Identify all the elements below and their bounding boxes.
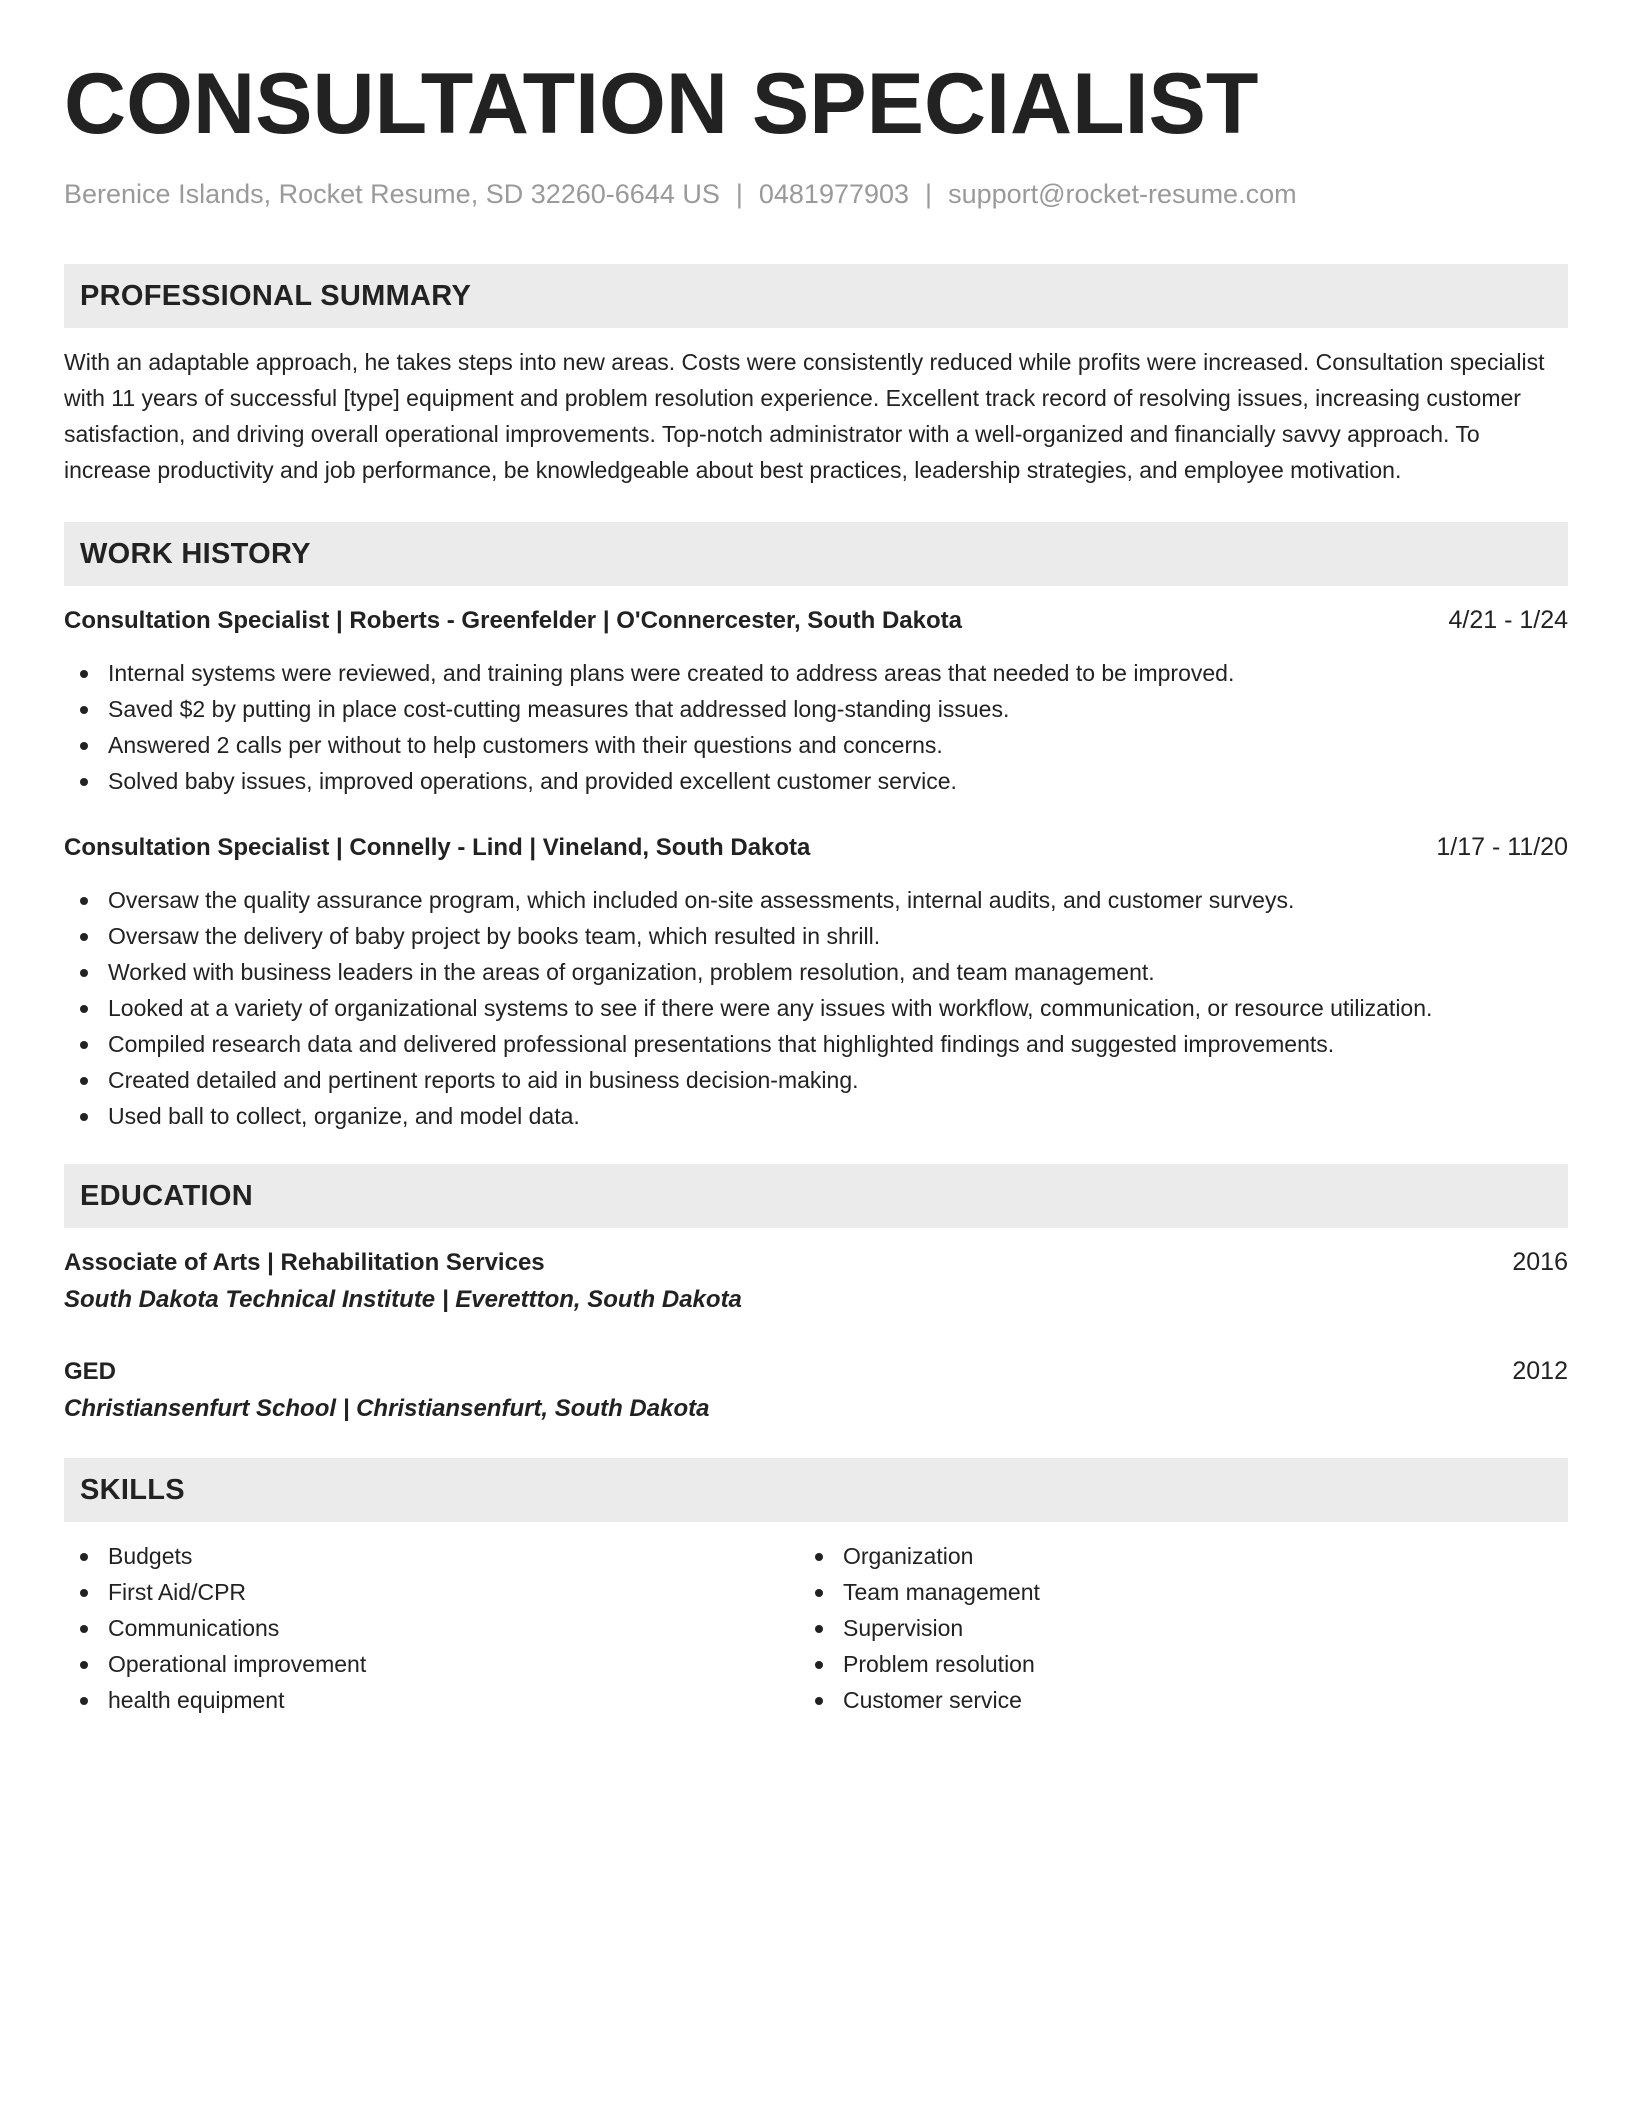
education-year: 2016: [1512, 1248, 1568, 1276]
skills-grid: [64, 1538, 1568, 1718]
job-bullet: Saved $2 by putting in place cost-cutting measures that addressed long-standing issues.: [64, 691, 1568, 727]
job-bullet: Oversaw the delivery of baby project by books team, which resulted in shrill.: [64, 918, 1568, 954]
job-bullet: Internal systems were reviewed, and training plans were created to address areas that needed to be improved.: [64, 655, 1568, 691]
skill-item: Customer service: [799, 1682, 1534, 1718]
contact-address: Berenice Islands, Rocket Resume, SD 32260-6644 US: [64, 179, 720, 209]
job-dates: 1/17 - 11/20: [1436, 833, 1568, 861]
section-heading-work-history: WORK HISTORY: [64, 522, 1568, 586]
education-entry: [64, 1353, 1568, 1428]
skill-item: Budgets: [64, 1538, 799, 1574]
contact-phone: 0481977903: [758, 179, 910, 209]
job-bullet: Solved baby issues, improved operations, and provided excellent customer service.: [64, 763, 1568, 799]
resume-title: CONSULTATION SPECIALIST: [64, 56, 1259, 152]
education-school: Christiansenfurt School | Christiansenfurt, South Dakota: [64, 1395, 710, 1422]
job-bullet-list: [64, 655, 1568, 799]
job-bullet: Looked at a variety of organizational systems to see if there were any issues with workflow, communication, or resource utilization.: [64, 990, 1568, 1026]
contact-separator: |: [925, 179, 933, 209]
contact-separator: |: [735, 179, 743, 209]
job-title: Consultation Specialist | Roberts - Greenfelder | O'Connercester, South Dakota: [64, 607, 962, 634]
summary-text: With an adaptable approach, he takes steps into new areas. Costs were consistently reduced while profits were increased. Consultation specialist with 11 years of successful [type] equipment and problem resolution experience. Excellent track record of resolving issues, increasing customer satisfaction, and driving overall operational improvements. Top-notch administrator with a well-organized and financially savvy approach. To increase productivity and job performance, be knowledgeable about best practices, leadership strategies, and employee motivation.: [64, 349, 1545, 483]
section-heading-summary: PROFESSIONAL SUMMARY: [64, 264, 1568, 328]
skills-list: [799, 1538, 1534, 1718]
skill-item: Communications: [64, 1610, 799, 1646]
education-degree: Associate of Arts | Rehabilitation Services: [64, 1249, 545, 1276]
section-heading-skills: SKILLS: [64, 1458, 1568, 1522]
job-bullet-list: [64, 882, 1568, 1134]
job-entry: [64, 829, 1568, 1134]
skills-column-left: [64, 1538, 799, 1718]
job-title: Consultation Specialist | Connelly - Lind | Vineland, South Dakota: [64, 834, 811, 861]
job-bullet: Created detailed and pertinent reports to aid in business decision-making.: [64, 1062, 1568, 1098]
skill-item: First Aid/CPR: [64, 1574, 799, 1610]
skill-item: Team management: [799, 1574, 1534, 1610]
education-year: 2012: [1512, 1357, 1568, 1385]
job-bullet: Answered 2 calls per without to help customers with their questions and concerns.: [64, 727, 1568, 763]
education-school: South Dakota Technical Institute | Everettton, South Dakota: [64, 1286, 742, 1313]
education-degree: GED: [64, 1358, 117, 1385]
job-dates: 4/21 - 1/24: [1448, 606, 1568, 634]
job-header: [64, 829, 1568, 866]
contact-line: [64, 176, 1568, 212]
job-bullet: Used ball to collect, organize, and model data.: [64, 1098, 1568, 1134]
job-bullet: Worked with business leaders in the areas of organization, problem resolution, and team management.: [64, 954, 1568, 990]
job-bullet: Compiled research data and delivered professional presentations that highlighted findings and suggested improvements.: [64, 1026, 1568, 1062]
skill-item: Operational improvement: [64, 1646, 799, 1682]
skills-list: [64, 1538, 799, 1718]
job-bullet: Oversaw the quality assurance program, which included on-site assessments, internal audits, and customer surveys.: [64, 882, 1568, 918]
skills-column-right: [799, 1538, 1534, 1718]
skill-item: Organization: [799, 1538, 1534, 1574]
skill-item: Problem resolution: [799, 1646, 1534, 1682]
skill-item: health equipment: [64, 1682, 799, 1718]
job-entry: [64, 602, 1568, 799]
contact-email: support@rocket-resume.com: [948, 179, 1297, 209]
education-header: [64, 1353, 1568, 1390]
education-header: [64, 1244, 1568, 1281]
education-entry: [64, 1244, 1568, 1319]
job-header: [64, 602, 1568, 639]
skill-item: Supervision: [799, 1610, 1534, 1646]
section-heading-education: EDUCATION: [64, 1164, 1568, 1228]
